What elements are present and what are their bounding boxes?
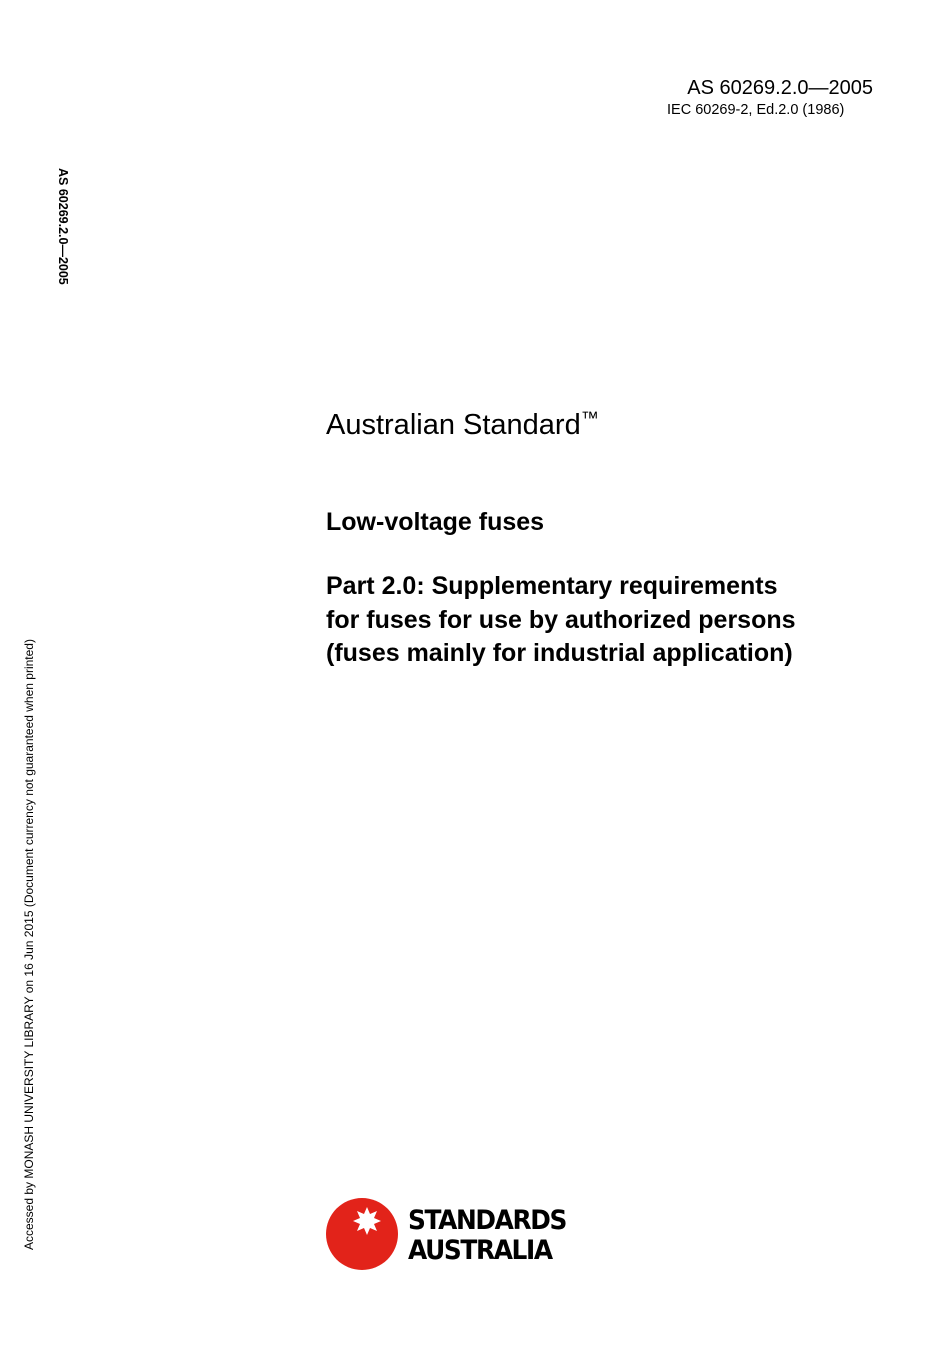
access-note: Accessed by MONASH UNIVERSITY LIBRARY on 16 Jun 2015 (Document currency not guaranteed when printed) [22, 639, 36, 1250]
logo-line-australia: AUSTRALIA [408, 1235, 552, 1266]
subtitle-line: (fuses mainly for industrial application) [326, 639, 793, 667]
logo-line-standards: STANDARDS [408, 1205, 566, 1236]
document-number: AS 60269.2.0—2005 [687, 77, 873, 99]
standard-brand [326, 400, 599, 443]
document-title: Low-voltage fuses [326, 508, 545, 536]
logo-wordmark [408, 1206, 566, 1266]
standards-australia-logo [326, 1198, 586, 1270]
iec-reference: IEC 60269-2, Ed.2.0 (1986) [667, 102, 845, 118]
subtitle-line: for fuses for use by authorized persons [326, 605, 796, 634]
document-subtitle [326, 570, 906, 671]
subtitle-line: Part 2.0: Supplementary requirements [326, 572, 778, 600]
brand-name: Australian Standard [326, 409, 581, 441]
star-circle-icon [326, 1198, 398, 1270]
side-document-code: AS 60269.2.0—2005 [56, 168, 70, 285]
trademark-symbol: ™ [580, 408, 599, 428]
